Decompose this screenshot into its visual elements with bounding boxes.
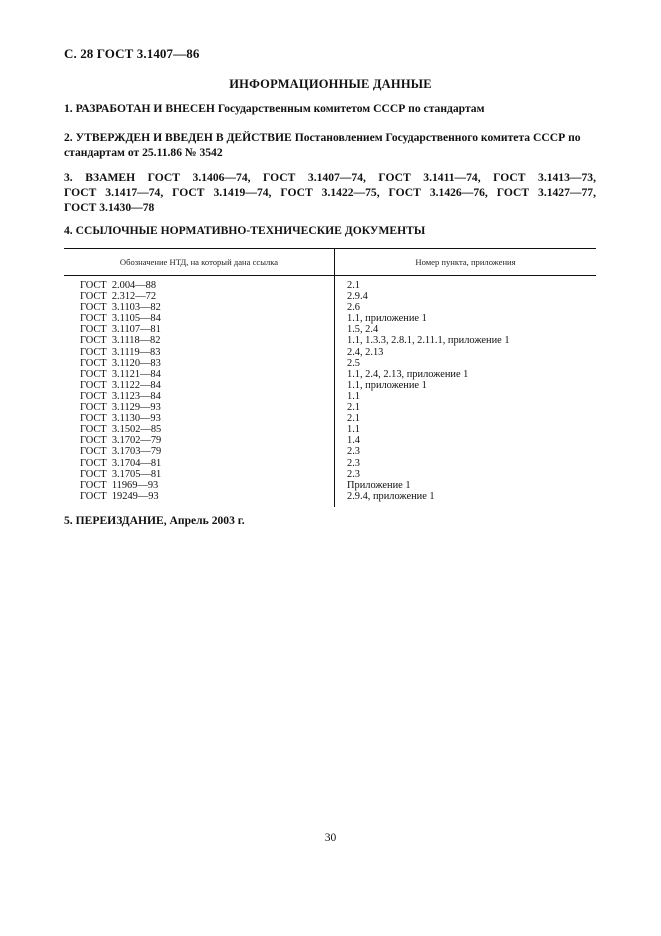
clause-number: 1.1, приложение 1 [335,313,597,324]
table-row [64,435,596,446]
page-number: 30 [324,832,337,844]
clause-number: 2.9.4, приложение 1 [335,491,597,507]
document-designation: ГОСТ 3.1703—79 [80,446,162,458]
info-item-4 [64,223,596,238]
table-row [64,358,596,369]
column-header-document: Обозначение НТД, на который дана ссылка [64,249,335,276]
item-lead: УТВЕРЖДЕН И ВВЕДЕН В ДЕЙСТВИЕ [75,131,292,144]
item-lead: РАЗРАБОТАН И ВНЕСЕН [75,102,215,115]
section-title: ИНФОРМАЦИОННЫЕ ДАННЫЕ [229,77,432,91]
table-row [64,324,596,335]
document-designation: ГОСТ 3.1705—81 [80,468,162,480]
clause-number: 2.4, 2.13 [335,347,597,358]
column-header-clause: Номер пункта, приложения [335,249,597,276]
document-designation: ГОСТ 3.1120—83 [80,357,161,369]
table-header-row [64,249,596,276]
item-line-text: ВЗАМЕН ГОСТ 3.1406—74, ГОСТ 3.1407—74, ГОСТ 3.1411—74, ГОСТ 3.1413—73, [85,171,596,184]
clause-number: 2.3 [335,446,597,457]
item-text: Постановлением Государственного комитета СССР по стандартам от 25.11.86 № 3542 [64,131,581,159]
clause-number: 1.1, 1.3.3, 2.8.1, 2.11.1, приложение 1 [335,335,597,346]
item-number: 5. [64,514,73,527]
clause-number: 1.1 [335,424,597,435]
table-row [64,347,596,358]
document-designation: ГОСТ 3.1107—81 [80,324,161,336]
item-number: 1. [64,102,73,115]
item-number: 3. [64,171,73,184]
document-designation: ГОСТ 3.1105—84 [80,313,161,325]
info-item-2 [64,130,596,160]
document-designation: ГОСТ 3.1122—84 [80,379,161,391]
clause-number: 1.4 [335,435,597,446]
table-row [64,480,596,491]
document-designation: ГОСТ 11969—93 [80,479,159,491]
document-designation: ГОСТ 3.1103—82 [80,302,161,314]
table-row [64,424,596,435]
clause-number: 2.1 [335,402,597,413]
clause-number: 2.5 [335,358,597,369]
item-number: 4. [64,224,73,237]
info-item-1 [64,101,596,116]
clause-number: 2.1 [335,276,597,292]
table-row [64,369,596,380]
clause-number: 2.1 [335,413,597,424]
page-header: С. 28 ГОСТ 3.1407—86 [64,46,200,61]
table-row [64,402,596,413]
table-row [64,391,596,402]
item-line [64,170,596,185]
document-designation: ГОСТ 3.1702—79 [80,435,162,447]
document-designation: ГОСТ 2.312—72 [80,291,157,303]
item-number: 2. [64,131,73,144]
table-row [64,491,596,507]
clause-number: 2.6 [335,302,597,313]
document-designation: ГОСТ 3.1130—93 [80,413,161,425]
reference-documents-table [64,248,596,507]
table-row [64,276,596,292]
clause-number: Приложение 1 [335,480,597,491]
item-text: Апрель 2003 г. [169,514,245,527]
clause-number: 2.3 [335,469,597,480]
document-designation: ГОСТ 3.1704—81 [80,457,162,469]
document-designation: ГОСТ 3.1129—93 [80,402,161,414]
item-line: ГОСТ 3.1417—74, ГОСТ 3.1419—74, ГОСТ 3.1422—75, ГОСТ 3.1426—76, ГОСТ 3.1427—77, [64,186,596,199]
table-row [64,469,596,480]
document-designation: ГОСТ 3.1119—83 [80,346,161,358]
info-item-5 [64,513,596,528]
table-row [64,335,596,346]
clause-number: 1.5, 2.4 [335,324,597,335]
clause-number: 2.3 [335,458,597,469]
document-designation: ГОСТ 3.1121—84 [80,368,161,380]
info-item-3 [64,170,596,215]
item-lead: ССЫЛОЧНЫЕ НОРМАТИВНО-ТЕХНИЧЕСКИЕ ДОКУМЕНТЫ [75,224,426,237]
table-row [64,313,596,324]
document-designation: ГОСТ 3.1502—85 [80,424,162,436]
document-designation: ГОСТ 3.1123—84 [80,390,161,402]
table-row [64,291,596,302]
table-row [64,380,596,391]
clause-number: 1.1, 2.4, 2.13, приложение 1 [335,369,597,380]
clause-number: 1.1 [335,391,597,402]
table-row [64,458,596,469]
item-line: ГОСТ 3.1430—78 [64,201,155,214]
item-lead: ПЕРЕИЗДАНИЕ, [75,514,167,527]
document-designation: ГОСТ 2.004—88 [80,280,157,291]
clause-number: 1.1, приложение 1 [335,380,597,391]
item-text: Государственным комитетом СССР по стандартам [217,102,485,115]
table-row [64,302,596,313]
document-designation: ГОСТ 19249—93 [80,490,159,502]
table-row [64,413,596,424]
table-row [64,446,596,457]
document-designation: ГОСТ 3.1118—82 [80,335,161,347]
clause-number: 2.9.4 [335,291,597,302]
